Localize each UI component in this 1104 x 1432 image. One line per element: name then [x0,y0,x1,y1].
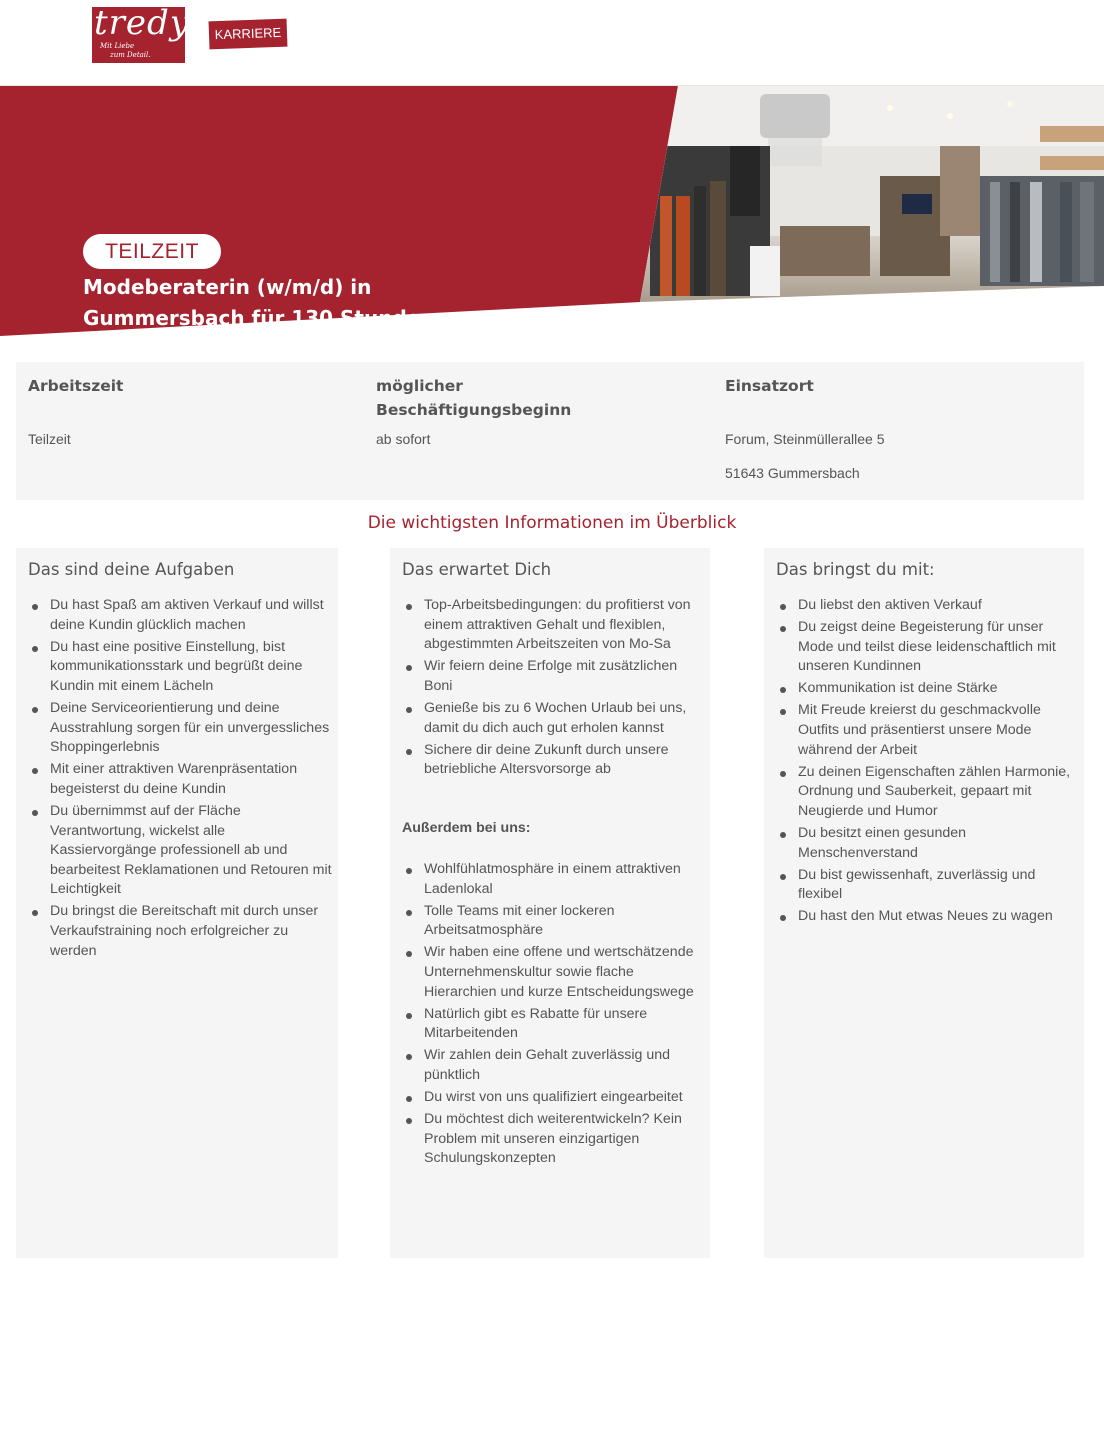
list-item: Wir feiern deine Erfolge mit zusätzlichen Boni [402,657,704,696]
list-item: Wir zahlen dein Gehalt zuverlässig und pünktlich [402,1046,704,1085]
list-item: Du bist gewissenhaft, zuverlässig und flexibel [776,866,1078,905]
list-item: Du liebst den aktiven Verkauf [776,596,1078,616]
logo-wordmark: tredy [94,3,191,43]
beginn-label-line-2: Beschäftigungsbeginn [376,401,572,419]
list-item: Deine Serviceorientierung und deine Ausstrahlung sorgen für ein unvergessliches Shoppingerlebnis [28,699,332,758]
aufgaben-title: Das sind deine Aufgaben [28,560,235,579]
beginn-label-line-1: möglicher [376,377,463,395]
list-item: Zu deinen Eigenschaften zählen Harmonie, Ordnung und Sauberkeit, gepaart mit Neugierde und Humor [776,763,1078,822]
list-item: Du besitzt einen gesunden Menschenverstand [776,824,1078,863]
list-item: Wir haben eine offene und wertschätzende Unternehmenskultur sowie flache Hierarchien und kurze Entscheidungswege [402,943,704,1002]
overview-title: Die wichtigsten Informationen im Überblick [367,513,737,533]
erwartet-subhead: Außerdem bei uns: [402,820,531,836]
job-info-box [16,362,1084,500]
list-item: Sichere dir deine Zukunft durch unsere betriebliche Altersvorsorge ab [402,741,704,780]
store-photo [640,86,1104,302]
erwartet-title: Das erwartet Dich [402,560,552,579]
list-item: Du möchtest dich weiterentwickeln? Kein Problem mit unseren einzigartigen Schulungskonzepten [402,1110,704,1169]
beginn-value: ab sofort [376,431,431,447]
list-item: Natürlich gibt es Rabatte für unsere Mitarbeitenden [402,1005,704,1044]
aufgaben-list [28,596,332,964]
logo-tagline-2: zum Detail. [110,51,151,59]
list-item: Kommunikation ist deine Stärke [776,679,1078,699]
karriere-link[interactable]: KARRIERE [209,19,288,50]
list-item: Genieße bis zu 6 Wochen Urlaub bei uns, damit du dich auch gut erholen kannst [402,699,704,738]
card-mitbringen [764,548,1084,1258]
list-item: Du bringst die Bereitschaft mit durch unser Verkaufstraining noch erfolgreicher zu werden [28,902,332,961]
list-item: Wohlfühlatmosphäre in einem attraktiven Ladenlokal [402,860,704,899]
list-item: Mit einer attraktiven Warenpräsentation begeisterst du deine Kundin [28,760,332,799]
list-item: Du übernimmst auf der Fläche Verantwortung, wickelst alle Kassiervorgänge professionell ab und bearbeitest Reklamationen und Retouren mit Leichtigkeit [28,802,332,900]
site-header [0,0,1104,86]
card-aufgaben [16,548,338,1258]
arbeitszeit-label: Arbeitszeit [28,377,124,395]
card-erwartet [390,548,710,1258]
list-item: Tolle Teams mit einer lockeren Arbeitsatmosphäre [402,902,704,941]
logo-tagline-1: Mit Liebe [100,42,135,50]
list-item: Du hast den Mut etwas Neues zu wagen [776,907,1078,927]
list-item: Du hast Spaß am aktiven Verkauf und willst deine Kundin glücklich machen [28,596,332,635]
job-title: Modeberaterin (w/m/d) in Gummersbach für 130 Stunden monatlich [83,275,435,361]
einsatzort-city: 51643 Gummersbach [725,465,860,481]
arbeitszeit-value: Teilzeit [28,431,71,447]
list-item: Mit Freude kreierst du geschmackvolle Outfits und präsentierst unsere Mode während der Arbeit [776,701,1078,760]
tredy-logo[interactable] [92,3,191,63]
beginn-label [376,374,571,422]
mitbringen-title: Das bringst du mit: [776,560,935,579]
hero-banner [0,86,1104,361]
einsatzort-street: Forum, Steinmüllerallee 5 [725,431,885,447]
erwartet-list-2 [402,860,704,1171]
teilzeit-badge: TEILZEIT [83,234,221,269]
list-item: Du wirst von uns qualifiziert eingearbeitet [402,1088,704,1108]
einsatzort-label: Einsatzort [725,377,814,395]
list-item: Du hast eine positive Einstellung, bist kommunikationsstark und begrüßt deine Kundin mit einem Lächeln [28,638,332,697]
mitbringen-list [776,596,1078,930]
erwartet-list [402,596,704,782]
list-item: Du zeigst deine Begeisterung für unser Mode und teilst diese leidenschaftlich mit unseren Kundinnen [776,618,1078,677]
list-item: Top-Arbeitsbedingungen: du profitierst von einem attraktiven Gehalt und flexiblen, abgestimmten Arbeitszeiten von Mo-Sa [402,596,704,655]
